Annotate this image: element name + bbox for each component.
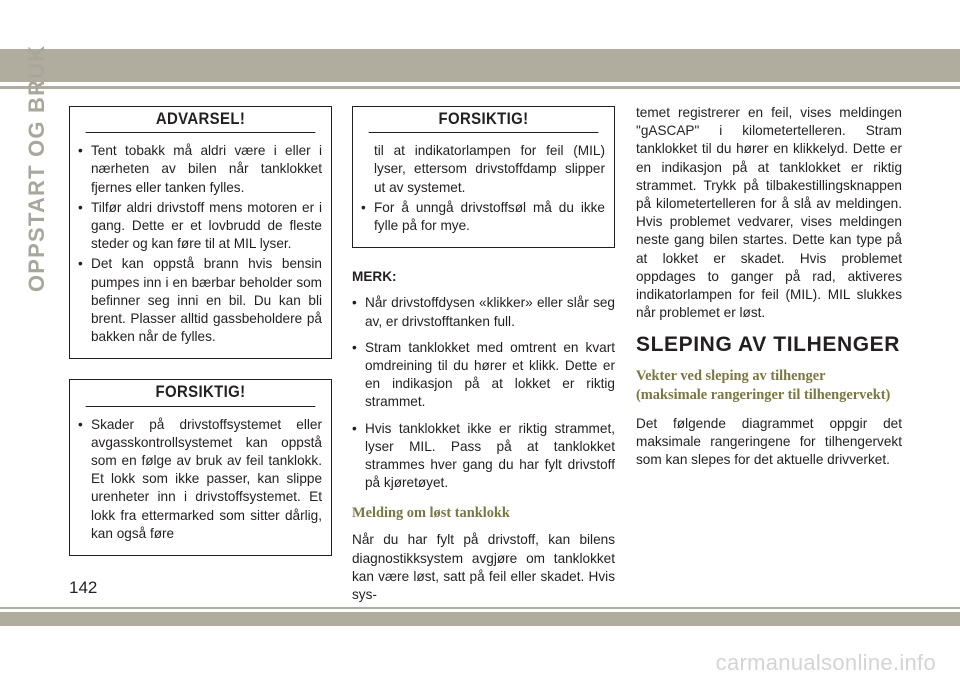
- page-number: 142: [69, 578, 98, 597]
- header-band: [0, 49, 960, 82]
- section-side-tab: OPPSTART OG BRUK: [24, 44, 49, 292]
- warning-title: ADVARSEL!: [86, 107, 316, 133]
- caution-box: [69, 379, 332, 556]
- caution-title: FORSIKTIG!: [369, 107, 599, 133]
- caution-item: • Skader på drivstoffsystemet eller avgasskontrollsystemet kan oppstå som en følge av bruk av feil tanklokk. Et lokk som ikke passer, kan slippe urenheter inn i drivstoffsystemet. Et lokk fra ettermarked som sitter dårlig, kan også føre: [78, 416, 322, 543]
- caution-item: • For å unngå drivstoffsøl må du ikke fylle på for mye.: [361, 199, 605, 235]
- warning-box: [69, 106, 332, 359]
- column-3: [636, 104, 902, 479]
- sub-heading-1: Vekter ved sleping av tilhenger: [636, 367, 826, 384]
- loose-cap-text: Når du har fylt på drivstoff, kan bilens diagnostikksystem avgjøre om tanklokket kan være løst, satt på feil eller skadet. Hvis sys-: [352, 532, 615, 603]
- section-title: SLEPING AV TILHENGER: [636, 333, 901, 357]
- watermark: carmanualsonline.info: [715, 650, 936, 675]
- caution-title: FORSIKTIG!: [86, 380, 316, 406]
- note-item: • Hvis tanklokket ikke er riktig strammet, lyser MIL. Pass på at tanklokket strammes hver gang du har fylt drivstoff på kjøretøyet.: [352, 420, 615, 493]
- towing-intro-text: Det følgende diagrammet oppgir det maksimale rangeringene for tilhengervekt som kan slepes for det aktuelle drivverket.: [636, 415, 902, 468]
- sub-heading-2: (maksimale rangeringer til tilhengervekt): [636, 386, 891, 403]
- header-rule: [0, 86, 960, 89]
- caution-box-continued: [352, 106, 615, 248]
- warning-item: • Tilfør aldri drivstoff mens motoren er i gang. Dette er et lovbrudd de fleste steder og kan føre til at MIL lyser.: [78, 199, 322, 254]
- note-label: MERK:: [352, 269, 397, 285]
- column-1: [69, 106, 332, 576]
- column-2: [352, 106, 615, 614]
- note-item: • Stram tanklokket med omtrent en kvart omdreining til du hører et klikk. Dette er en indikasjon på at lokket er riktig strammet.: [352, 339, 615, 412]
- loose-cap-heading: Melding om løst tanklokk: [352, 505, 510, 522]
- continued-text: temet registrerer en feil, vises meldingen "gASCAP" i kilometertelleren. Stram tanklokket til du hører en klikkelyd. Dette er en indikasjon på at tanklokket er riktig strammet. Trykk på tilbakestillingsknappen på kilometertelleren for å slå av meldingen. Hvis problemet vedvarer, vises meldingen neste gang bilen startes. Dette kan type på at lokket er skadet. Hvis problemet oppdages to ganger på rad, aktiveres indikatorlampen for feil (MIL). MIL slukkes når problemet er løst.: [636, 105, 902, 321]
- note-item: • Når drivstoffdysen «klikker» eller slår seg av, er drivstofftanken full.: [352, 294, 615, 330]
- warning-item: • Tent tobakk må aldri være i eller i nærheten av bilen når tanklokket fjernes eller tanken fylles.: [78, 142, 322, 197]
- warning-item: • Det kan oppstå brann hvis bensin pumpes inn i en bærbar beholder som befinner seg inni en bil. Du kan bli brent. Plasser alltid gassbeholdere på bakken når de fylles.: [78, 255, 322, 346]
- caution-continued-text: til at indikatorlampen for feil (MIL) lyser, ettersom drivstoffdamp slipper ut av systemet.: [374, 143, 605, 195]
